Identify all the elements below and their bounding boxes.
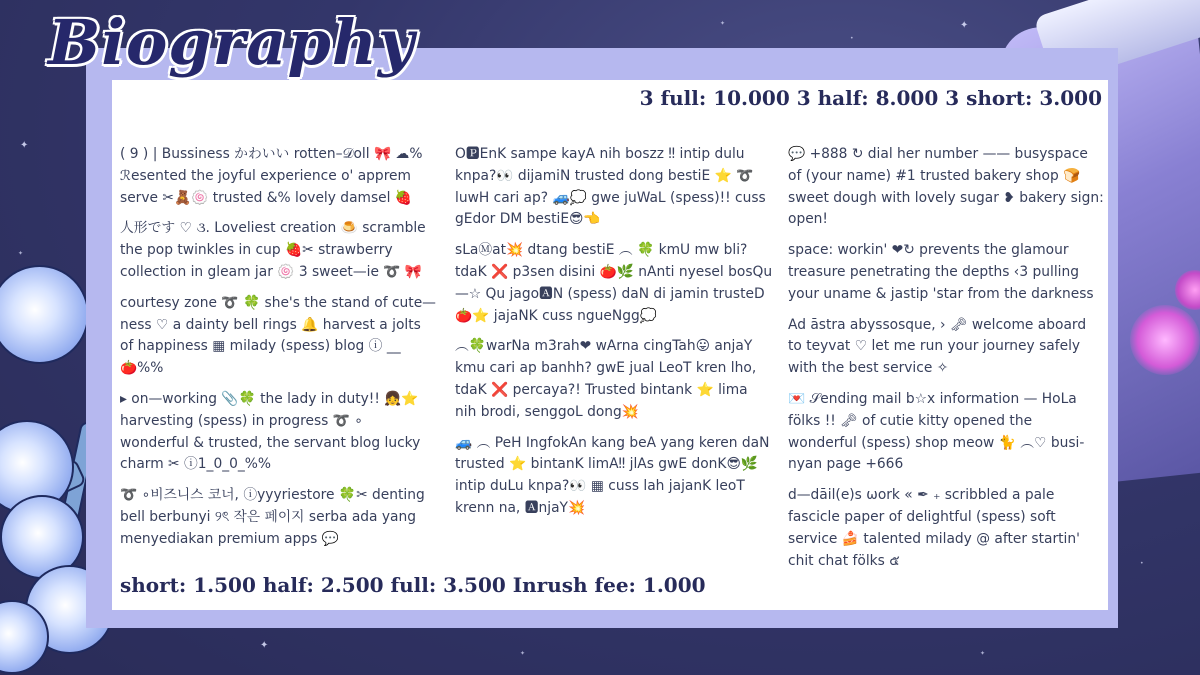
bio-paragraph: courtesy zone ➰ 🍀 she's the stand of cute—ness ♡ a dainty bell rings 🔔 harvest a jolts of happiness ▦ milady (spess) blog ⓘ __🍅%% xyxy=(120,294,436,377)
star-decoration: ✦ xyxy=(20,140,29,151)
biography-column-3 xyxy=(788,144,1104,581)
page-title: Biography xyxy=(48,6,415,79)
bio-paragraph: 🚙 ︵ PeH IngfokAn kang beA yang keren daN trusted ⭐ bintanK limA‼ jlAs gwE donK😎🌿 intip duLu knpa?👀 ▦ cuss lah jajanK leoT krenn na, 🅰njaY💥 xyxy=(455,434,770,516)
bio-paragraph: O🅿EnK sampe kayA nih boszz ‼ intip dulu knpa?👀 dijamiN trusted dong bestiE ⭐ ➰ luwH cari ap? 🚙💭 gwe juWaL (spess)!! cuss gEdor DM bestiE😎👈 xyxy=(455,146,766,228)
bio-paragraph: Ad āstra abyssosque, › 🗝 welcome aboard to teyvat ♡ let me run your journey safely with the best service ✧ xyxy=(788,316,1087,377)
biography-column-1 xyxy=(120,144,436,560)
bio-paragraph: 人形です ♡ ૩. Loveliest creation 🍮 scramble the pop twinkles in cup 🍓✂ strawberry collection in gleam jar 🍥 3 sweet—ie ➰ 🎀 xyxy=(120,220,426,280)
star-decoration: ✦ xyxy=(980,650,986,657)
star-decoration: ✦ xyxy=(720,20,726,27)
pricing-bottom: short: 1.500 half: 2.500 full: 3.500 Inrush fee: 1.000 xyxy=(120,573,706,597)
bio-paragraph: space: workin' ❤↻ prevents the glamour treasure penetrating the depths ‹3 pulling your uname & jastip 'star from the darkness xyxy=(788,242,1094,302)
star-decoration: ✦ xyxy=(960,20,969,31)
bio-paragraph: ︵🍀warNa m3rah❤ wArna cingTah😛 anjaY kmu cari ap banhh? gwE jual LeoT kren lho, tdaK ❌ percaya?! Trusted bintank ⭐ lima nih brodi, senggoL dong💥 xyxy=(455,338,757,420)
bio-paragraph: d—dāil(e)s ωork « ✒ ₊ scribbled a pale fascicle paper of delightful (spess) soft service 🍰 talented milady @ after startin' chit chat fölks ๕ xyxy=(788,487,1080,569)
star-decoration: • xyxy=(1140,560,1144,567)
star-decoration: ✦ xyxy=(18,250,24,257)
bio-paragraph: ▸ on—working 📎🍀 the lady in duty!! 👧⭐ harvesting (spess) in progress ➰ ∘ wonderful & trusted, the servant blog lucky charm ✂ ⓘ1_0_0_%% xyxy=(120,390,421,473)
star-decoration: • xyxy=(850,35,854,42)
star-decoration: ✦ xyxy=(260,640,269,651)
bio-paragraph: ➰ ∘비즈니스 코너, ⓘyyyriestore 🍀✂ denting bell berbunyi ୨ৎ 작은 페이지 serba ada yang menyediakan premium apps 💬 xyxy=(120,487,425,547)
forget-me-not-flower xyxy=(0,265,89,364)
bio-paragraph: 💌 𝒮ending mail b☆x information — HoLa fölks !! 🗝 of cutie kitty opened the wonderful (spess) shop meow 🐈 ︵♡ busi-nyan page +666 xyxy=(788,390,1085,473)
pricing-top: 3 full: 10.000 3 half: 8.000 3 short: 3.000 xyxy=(639,86,1102,110)
bio-paragraph: ( 9 ) | Bussiness かわいい rotten–𝒟oll 🎀 ☁% ℛesented the joyful experience o' apprem serve ✂🧸🍥 trusted &% lovely damsel 🍓 xyxy=(120,146,423,206)
star-decoration: ✦ xyxy=(520,650,526,657)
bio-paragraph: sLaⓂat💥 dtang bestiE ︵ 🍀 kmU mw bli? tdaK ❌ p3sen disini 🍅🌿 nAnti nyesel bosQu —☆ Qu jago🅰N (spess) daN di jamin trusteD 🍅⭐ jajaNK cuss ngueNgg💭 xyxy=(455,242,773,324)
glow-orb xyxy=(1130,305,1200,375)
bio-paragraph: 💬 +888 ↻ dial her number —— busyspace of (your name) #1 trusted bakery shop 🍞 sweet dough with lovely sugar ❥ bakery sign: open! xyxy=(788,146,1104,228)
biography-column-2 xyxy=(455,144,773,529)
